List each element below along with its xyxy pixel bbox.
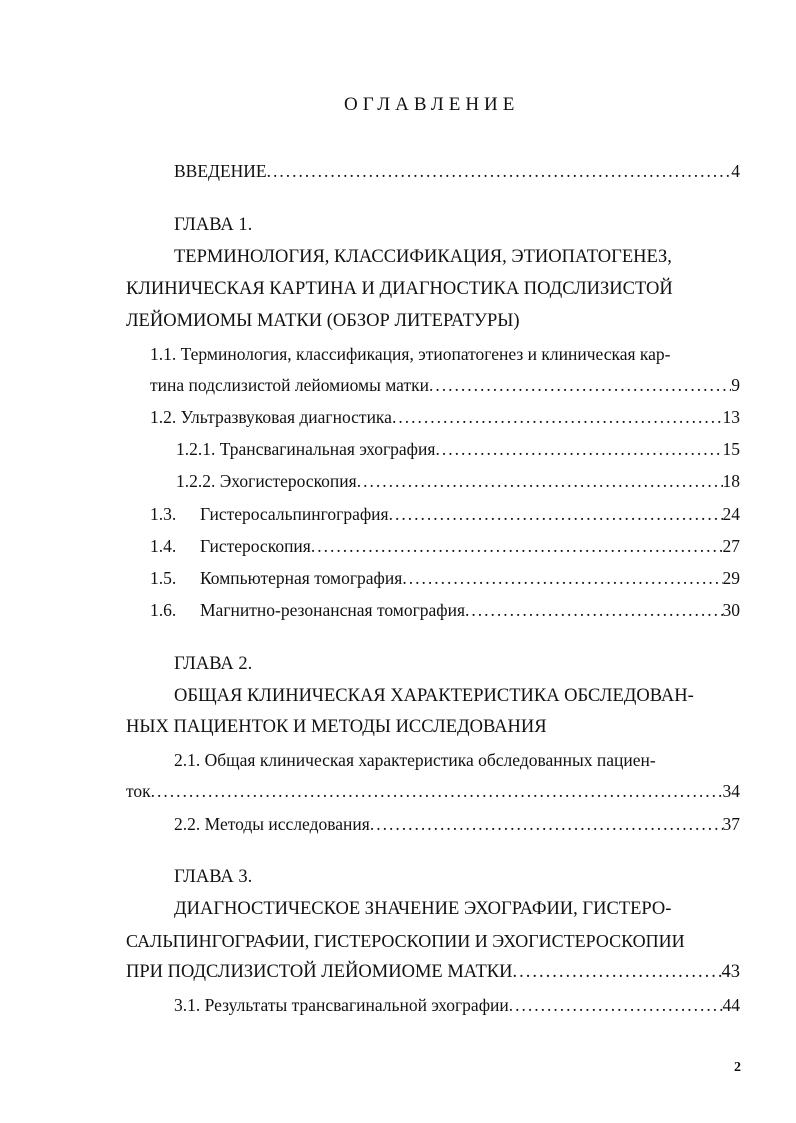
toc-chapter-3[interactable] bbox=[126, 961, 740, 983]
toc-label: 2.2. Методы исследования bbox=[174, 814, 370, 834]
toc-2-1-line1[interactable]: 2.1. Общая клиническая характеристика обследованных пациен- bbox=[174, 750, 656, 770]
toc-label: 3.1. Результаты трансвагинальной эхографии bbox=[174, 995, 509, 1015]
toc-page: 37 bbox=[722, 814, 740, 834]
dot-leader bbox=[509, 994, 723, 1016]
chapter-1-title-line: ЛЕЙОМИОМЫ МАТКИ (ОБЗОР ЛИТЕРАТУРЫ) bbox=[126, 311, 520, 331]
dot-leader bbox=[435, 438, 722, 460]
dot-leader bbox=[402, 567, 722, 589]
toc-page: 43 bbox=[721, 962, 740, 982]
toc-page: 29 bbox=[722, 568, 740, 588]
page-number: 2 bbox=[734, 1060, 741, 1075]
chapter-1-heading: ГЛАВА 1. bbox=[174, 215, 253, 235]
toc-page: 9 bbox=[731, 375, 740, 395]
toc-1-3[interactable] bbox=[150, 503, 740, 525]
dot-leader bbox=[429, 374, 731, 396]
dot-leader bbox=[311, 535, 723, 557]
toc-1-6[interactable] bbox=[150, 599, 740, 621]
toc-page: 24 bbox=[722, 504, 740, 524]
toc-label: Компьютерная томография bbox=[200, 568, 403, 588]
toc-page: 13 bbox=[722, 407, 740, 427]
toc-1-2-1[interactable] bbox=[176, 438, 740, 460]
toc-intro[interactable] bbox=[174, 160, 740, 182]
chapter-2-heading: ГЛАВА 2. bbox=[174, 654, 253, 674]
toc-page: 18 bbox=[722, 471, 740, 491]
dot-leader bbox=[151, 780, 723, 802]
toc-label: Гистеросальпингография bbox=[200, 504, 389, 524]
toc-1-5[interactable] bbox=[150, 567, 740, 589]
toc-number: 1.3. bbox=[150, 504, 177, 524]
toc-page: 15 bbox=[722, 439, 740, 459]
chapter-3-heading: ГЛАВА 3. bbox=[174, 867, 253, 887]
toc-page: 27 bbox=[722, 536, 740, 556]
toc-2-1[interactable] bbox=[126, 780, 740, 802]
chapter-3-title-line: САЛЬПИНГОГРАФИИ, ГИСТЕРОСКОПИИ И ЭХОГИСТЕРОСКОПИИ bbox=[126, 931, 685, 951]
toc-1-2[interactable] bbox=[150, 406, 740, 428]
toc-label: ВВЕДЕНИЕ bbox=[174, 161, 267, 181]
toc-label: 1.2. Ультразвуковая диагностика bbox=[150, 407, 392, 427]
dot-leader bbox=[465, 599, 722, 621]
toc-page: 30 bbox=[722, 600, 740, 620]
dot-leader bbox=[392, 406, 723, 428]
toc-label: 1.2.2. Эхогистероскопия bbox=[176, 471, 357, 491]
dot-leader bbox=[513, 961, 722, 983]
toc-page: 4 bbox=[731, 161, 740, 181]
toc-label: ток bbox=[126, 781, 151, 801]
toc-1-2-2[interactable] bbox=[176, 470, 740, 492]
toc-label: Гистероскопия bbox=[200, 536, 311, 556]
toc-1-1-line1[interactable]: 1.1. Терминология, классификация, этиопатогенез и клиническая кар- bbox=[150, 344, 671, 364]
toc-label: ПРИ ПОДСЛИЗИСТОЙ ЛЕЙОМИОМЕ МАТКИ bbox=[126, 962, 513, 982]
toc-number: 1.4. bbox=[150, 536, 177, 556]
chapter-1-title-line: ТЕРМИНОЛОГИЯ, КЛАССИФИКАЦИЯ, ЭТИОПАТОГЕНЕЗ, bbox=[174, 247, 672, 267]
dot-leader bbox=[357, 470, 723, 492]
chapter-1-title-line: КЛИНИЧЕСКАЯ КАРТИНА И ДИАГНОСТИКА ПОДСЛИЗИСТОЙ bbox=[126, 279, 673, 299]
toc-page: 44 bbox=[722, 995, 740, 1015]
chapter-2-title-line: НЫХ ПАЦИЕНТОК И МЕТОДЫ ИССЛЕДОВАНИЯ bbox=[126, 717, 547, 737]
toc-2-2[interactable] bbox=[174, 813, 740, 835]
toc-label: тина подслизистой лейомиомы матки bbox=[150, 375, 429, 395]
chapter-3-title-line: ДИАГНОСТИЧЕСКОЕ ЗНАЧЕНИЕ ЭХОГРАФИИ, ГИСТЕРО- bbox=[174, 899, 672, 919]
toc-page: 34 bbox=[722, 781, 740, 801]
page-title: ОГЛАВЛЕНИЕ bbox=[344, 94, 520, 115]
toc-1-4[interactable] bbox=[150, 535, 740, 557]
dot-leader bbox=[370, 813, 723, 835]
chapter-2-title-line: ОБЩАЯ КЛИНИЧЕСКАЯ ХАРАКТЕРИСТИКА ОБСЛЕДОВАН- bbox=[174, 686, 694, 706]
dot-leader bbox=[267, 160, 732, 182]
toc-label: Магнитно-резонансная томография bbox=[200, 600, 466, 620]
toc-number: 1.6. bbox=[150, 600, 177, 620]
toc-number: 1.5. bbox=[150, 568, 177, 588]
toc-label: 1.2.1. Трансвагинальная эхография bbox=[176, 439, 436, 459]
toc-1-1[interactable] bbox=[150, 374, 740, 396]
dot-leader bbox=[389, 503, 723, 525]
toc-3-1[interactable] bbox=[174, 994, 740, 1016]
